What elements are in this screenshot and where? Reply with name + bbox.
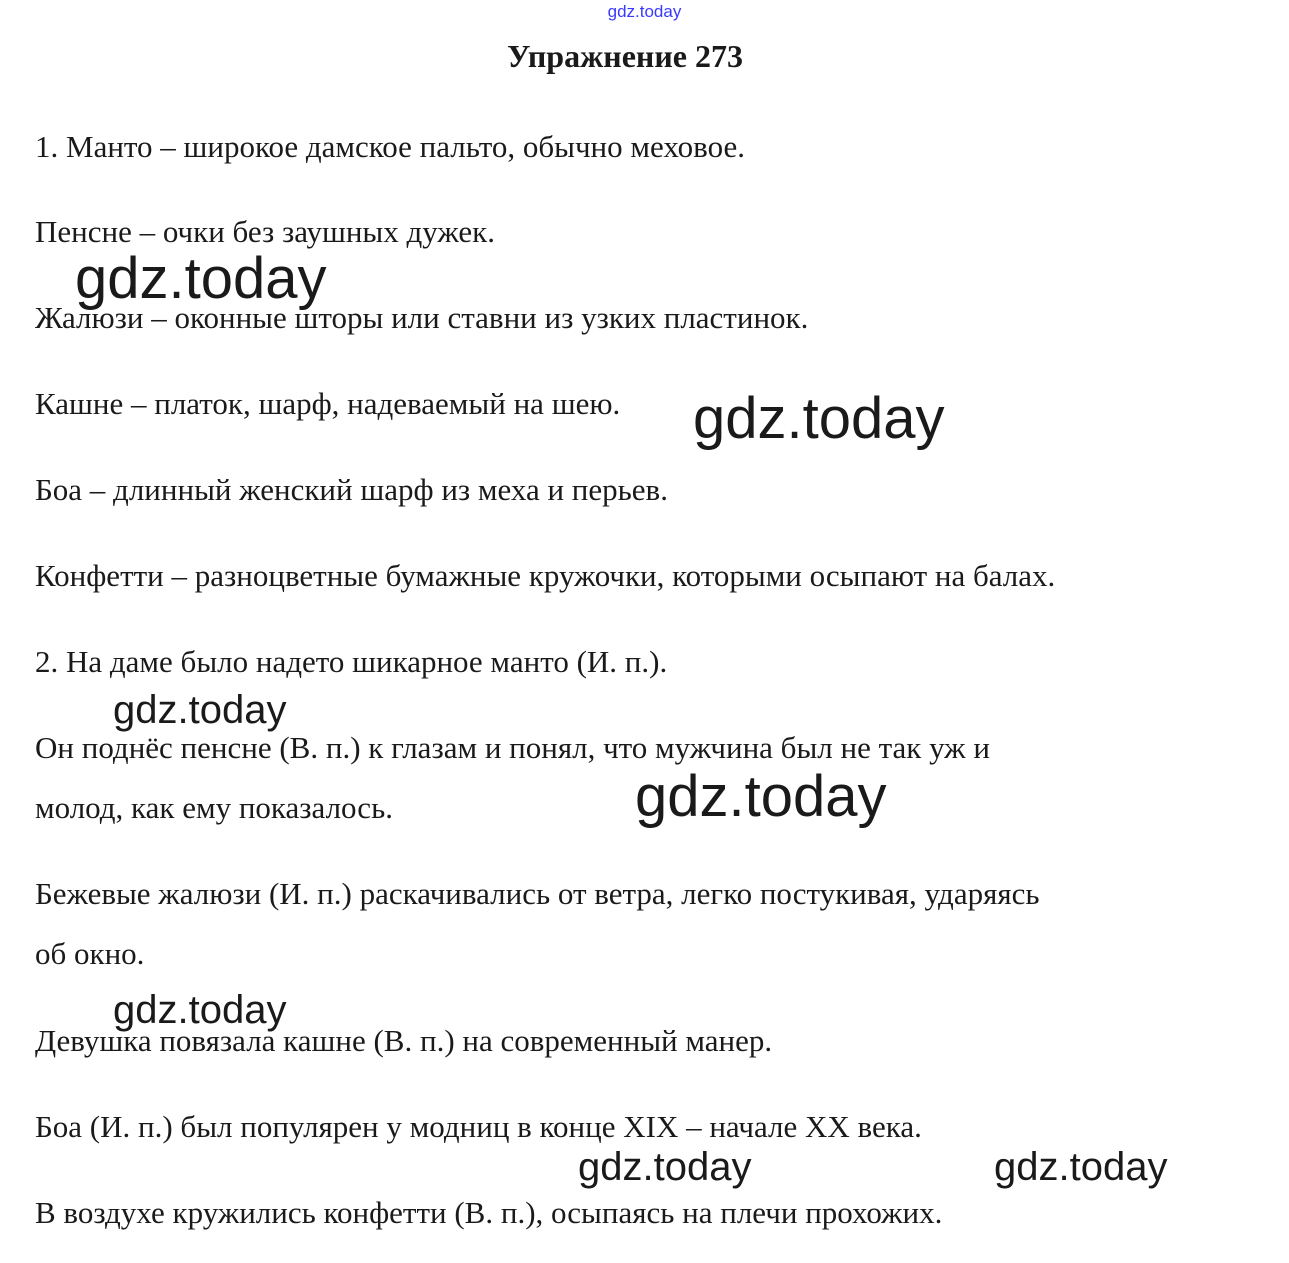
sentence-konfetti: В воздухе кружились конфетти (В. п.), осыпаясь на плечи прохожих. <box>35 1195 943 1230</box>
definition-boa: Боа – длинный женский шарф из меха и перьев. <box>35 472 668 507</box>
sentence-kashne: Девушка повязала кашне (В. п.) на современный манер. <box>35 1023 773 1058</box>
definition-kashne: Кашне – платок, шарф, надеваемый на шею. <box>35 386 621 421</box>
watermark: gdz.today <box>994 1145 1168 1189</box>
exercise-title: Упражнение 273 <box>506 38 743 74</box>
watermark: gdz.today <box>693 386 945 451</box>
definition-zhalyuzi: Жалюзи – оконные шторы или ставни из узких пластинок. <box>35 300 809 335</box>
sentence-manto: 2. На даме было надето шикарное манто (И. п.). <box>35 644 668 679</box>
sentence-zhalyuzi-line2: об окно. <box>35 936 145 971</box>
definition-pensne: Пенсне – очки без заушных дужек. <box>35 214 495 249</box>
watermark: gdz.today <box>113 688 287 732</box>
watermark: gdz.today <box>578 1145 752 1189</box>
watermark: gdz.today <box>635 764 887 829</box>
watermark: gdz.today <box>75 246 327 311</box>
header-watermark: gdz.today <box>607 2 682 21</box>
definition-manto: 1. Манто – широкое дамское пальто, обычно меховое. <box>35 129 745 164</box>
watermark: gdz.today <box>113 988 287 1032</box>
sentence-boa: Боа (И. п.) был популярен у модниц в конце XIX – начале XX века. <box>35 1109 922 1144</box>
definition-konfetti: Конфетти – разноцветные бумажные кружочки, которыми осыпают на балах. <box>35 558 1056 593</box>
sentence-pensne-line1: Он поднёс пенсне (В. п.) к глазам и понял, что мужчина был не так уж и <box>35 730 990 765</box>
sentence-pensne-line2: молод, как ему показалось. <box>35 790 393 825</box>
sentence-zhalyuzi-line1: Бежевые жалюзи (И. п.) раскачивались от ветра, легко постукивая, ударяясь <box>35 876 1040 911</box>
